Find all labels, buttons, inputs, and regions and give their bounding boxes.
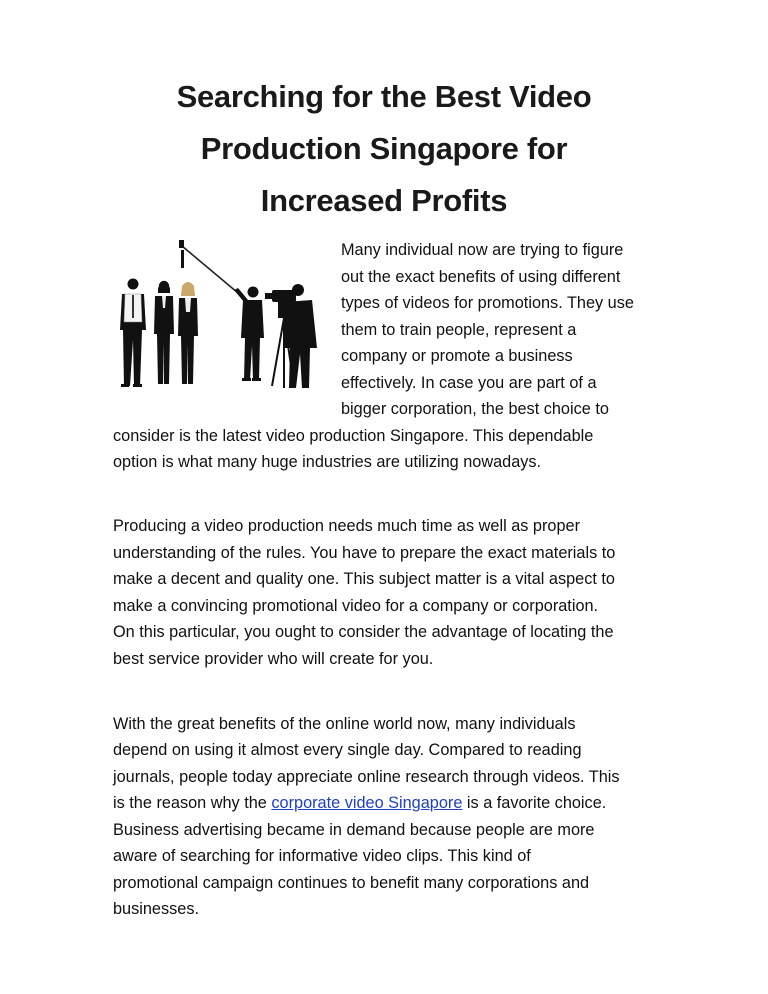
paragraph-1-line: option is what many huge industries are utilizing nowadays.: [113, 453, 542, 471]
paragraph-2-line: make a convincing promotional video for a company or corporation.: [113, 597, 599, 615]
paragraph-3-line: depend on using it almost every single day. Compared to reading: [113, 741, 582, 759]
paragraph-1-line: bigger corporation, the best choice to: [341, 400, 609, 418]
paragraph-2-line: best service provider who will create for you.: [113, 650, 434, 668]
paragraph-1-line: types of videos for promotions. They use: [341, 294, 634, 312]
paragraph-3-line: aware of searching for informative video clips. This kind of: [113, 847, 531, 865]
page-title: [80, 71, 688, 227]
paragraph-3-line: Business advertising became in demand because people are more: [113, 821, 595, 839]
film-crew-interview-image: [112, 238, 330, 398]
paragraph-3-link-line: [113, 790, 606, 817]
title-line: Production Singapore for: [200, 131, 568, 166]
paragraph-2-line: Producing a video production needs much time as well as proper: [113, 517, 580, 535]
paragraph-3-line: promotional campaign continues to benefit many corporations and: [113, 874, 590, 892]
paragraph-1-line: out the exact benefits of using different: [341, 268, 621, 286]
paragraph-1-line: consider is the latest video production Singapore. This dependable: [113, 427, 594, 445]
paragraph-1-line: company or promote a business: [341, 347, 573, 365]
paragraph-3-line: businesses.: [113, 900, 199, 918]
paragraph-1-line: effectively. In case you are part of a: [341, 374, 597, 392]
link-line-text-before: is the reason why the: [113, 794, 267, 812]
title-line: Increased Profits: [260, 183, 508, 218]
paragraph-3-line: journals, people today appreciate online research through videos. This: [113, 768, 620, 786]
corporate-video-singapore-link[interactable]: corporate video Singapore: [271, 794, 463, 812]
paragraph-2-line: understanding of the rules. You have to prepare the exact materials to: [113, 544, 616, 562]
link-line-text-after: is a favorite choice.: [466, 794, 607, 812]
paragraph-3-line: With the great benefits of the online world now, many individuals: [113, 715, 576, 733]
paragraph-1-line: Many individual now are trying to figure: [341, 241, 624, 259]
paragraph-2-line: make a decent and quality one. This subject matter is a vital aspect to: [113, 570, 615, 588]
title-line: Searching for the Best Video: [176, 79, 592, 114]
paragraph-1-line: them to train people, represent a: [341, 321, 577, 339]
paragraph-2-line: On this particular, you ought to consider the advantage of locating the: [113, 623, 614, 641]
